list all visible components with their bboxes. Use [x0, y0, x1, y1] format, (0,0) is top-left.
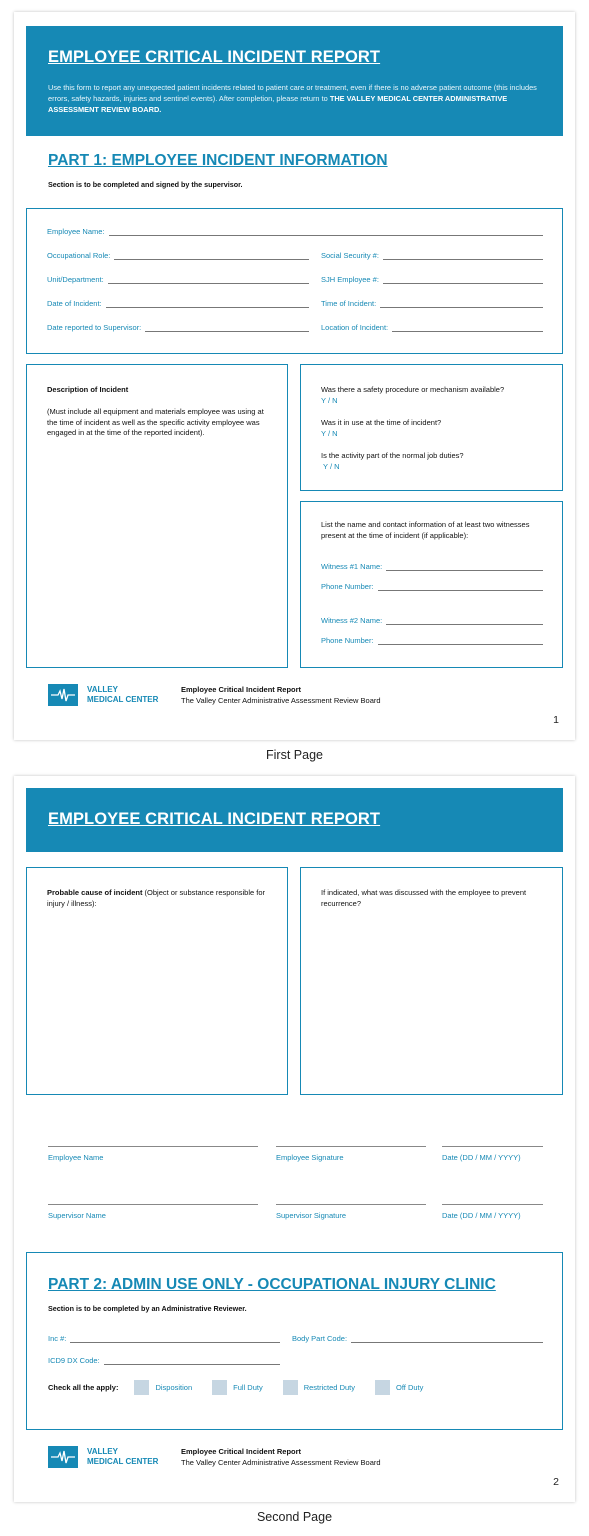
date-of-incident-field[interactable]: Date of Incident: [47, 299, 309, 308]
header-banner [26, 788, 563, 852]
employee-signature-line[interactable]: Employee Signature [276, 1146, 426, 1162]
prevention-discussion-label: If indicated, what was discussed with the employee to prevent recurrence? [321, 888, 527, 908]
probable-cause-box[interactable] [26, 867, 288, 1095]
supervisor-name-signature-line[interactable]: Supervisor Name [48, 1204, 258, 1220]
intro-text: Use this form to report any unexpected patient incidents related to patient care or treatment, even if there is no adverse patient outcome (this includes errors, safety hazards, injuries and sentinel events). After completion, please return to THE VALLEY MEDICAL CENTER ADMINISTRATIVE ASSESSMENT REVIEW BOARD. [48, 83, 537, 114]
page-1 [14, 12, 575, 740]
social-security-field[interactable]: Social Security #: [321, 251, 543, 260]
part2-title: PART 2: ADMIN USE ONLY - OCCUPATIONAL INJURY CLINIC [48, 1276, 496, 1293]
witness2-phone-field[interactable]: Phone Number: [321, 636, 543, 645]
part1-subtitle: Section is to be completed and signed by the supervisor. [48, 180, 243, 189]
employee-name-signature-line[interactable]: Employee Name [48, 1146, 258, 1162]
checkbox-full-duty[interactable]: Full Duty [212, 1380, 263, 1395]
employee-info-box [26, 208, 563, 354]
page-number: 2 [553, 1476, 559, 1488]
part1-title: PART 1: EMPLOYEE INCIDENT INFORMATION [48, 152, 388, 169]
heartbeat-icon [48, 684, 78, 706]
unit-department-field[interactable]: Unit/Department: [47, 275, 309, 284]
checkbox-off-duty[interactable]: Off Duty [375, 1380, 423, 1395]
icd9-code-field[interactable]: ICD9 DX Code: [48, 1356, 280, 1365]
supervisor-signature-line[interactable]: Supervisor Signature [276, 1204, 426, 1220]
occupational-role-field[interactable]: Occupational Role: [47, 251, 309, 260]
probable-cause-label: Probable cause of incident (Object or substance responsible for injury / illness): [47, 888, 266, 908]
description-box[interactable] [26, 364, 288, 668]
checkbox-disposition[interactable]: Disposition [134, 1380, 192, 1395]
page-number: 1 [553, 714, 559, 726]
location-of-incident-field[interactable]: Location of Incident: [321, 323, 543, 332]
question-1: Was there a safety procedure or mechanism available? [321, 385, 505, 394]
form-title: EMPLOYEE CRITICAL INCIDENT REPORT [48, 810, 381, 828]
header-banner [26, 26, 563, 136]
time-of-incident-field[interactable]: Time of Incident: [321, 299, 543, 308]
answer-3-yn[interactable]: Y / N [323, 462, 340, 471]
supervisor-date-line[interactable]: Date (DD / MM / YYYY) [442, 1204, 543, 1220]
answer-1-yn[interactable]: Y / N [321, 396, 338, 405]
footer-logo: VALLEY MEDICAL CENTER [48, 1446, 158, 1468]
description-text: (Must include all equipment and materials employee was using at the time of incident as well as the specific activity employee was engaged in at the time of the reported incident). [47, 407, 264, 437]
checkbox-restricted-duty[interactable]: Restricted Duty [283, 1380, 355, 1395]
witness1-phone-field[interactable]: Phone Number: [321, 582, 543, 591]
footer-title: Employee Critical Incident Report The Valley Center Administrative Assessment Review Board [181, 1447, 381, 1467]
disposition-checkboxes: Check all the apply: Disposition Full Duty Restricted Duty Off Duty [48, 1380, 443, 1395]
question-3: Is the activity part of the normal job duties? [321, 451, 464, 460]
part2-subtitle: Section is to be completed by an Administrative Reviewer. [48, 1304, 247, 1313]
answer-2-yn[interactable]: Y / N [321, 429, 338, 438]
witness-intro: List the name and contact information of at least two witnesses present at the time of incident (if applicable): [321, 520, 530, 540]
employee-name-field[interactable]: Employee Name: [47, 227, 543, 236]
witness2-name-field[interactable]: Witness #2 Name: [321, 616, 543, 625]
body-part-code-field[interactable]: Body Part Code: [292, 1334, 543, 1343]
form-title: EMPLOYEE CRITICAL INCIDENT REPORT [48, 48, 381, 66]
prevention-discussion-box[interactable] [300, 867, 563, 1095]
page-caption: First Page [266, 748, 323, 762]
employee-date-line[interactable]: Date (DD / MM / YYYY) [442, 1146, 543, 1162]
sjh-employee-field[interactable]: SJH Employee #: [321, 275, 543, 284]
heartbeat-icon [48, 1446, 78, 1468]
date-reported-field[interactable]: Date reported to Supervisor: [47, 323, 309, 332]
footer-logo: VALLEY MEDICAL CENTER [48, 684, 158, 706]
question-2: Was it in use at the time of incident? [321, 418, 442, 427]
description-heading: Description of Incident [47, 385, 129, 394]
safety-questions-box [300, 364, 563, 491]
witness1-name-field[interactable]: Witness #1 Name: [321, 562, 543, 571]
footer-title: Employee Critical Incident Report The Valley Center Administrative Assessment Review Board [181, 685, 381, 705]
witnesses-box [300, 501, 563, 668]
inc-number-field[interactable]: Inc #: [48, 1334, 280, 1343]
page-caption: Second Page [256, 1510, 333, 1524]
page-2 [14, 776, 575, 1502]
